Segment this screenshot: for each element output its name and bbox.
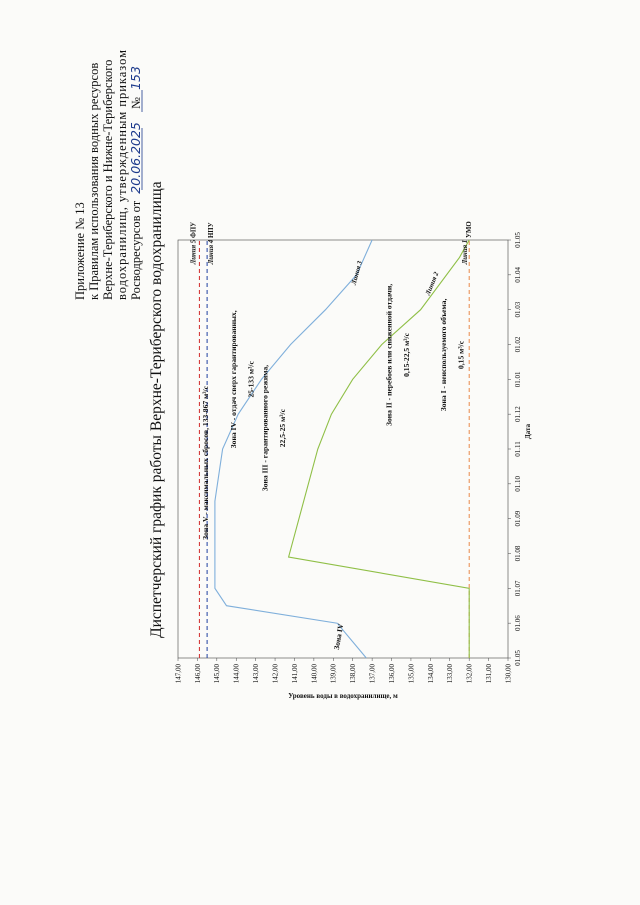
y-axis-label: Уровень воды в водохранилище, м — [288, 692, 398, 700]
umo-label: УМО — [466, 221, 474, 238]
x-tick-label: 01.10 — [514, 475, 522, 492]
line-3-label: Линия 3 — [350, 260, 364, 286]
zone-4-early-label: Зона IV — [331, 622, 346, 651]
y-tick-label: 131,00 — [484, 664, 493, 684]
x-tick-label: 01.01 — [514, 371, 522, 388]
chart-title: Диспетчерский график работы Верхне-Териберского водохранилища — [148, 181, 165, 638]
y-axis-ticks — [174, 658, 512, 683]
x-tick-label: 01.09 — [514, 510, 522, 527]
y-tick-label: 146,00 — [193, 664, 202, 684]
chart — [174, 221, 532, 700]
y-tick-label: 134,00 — [426, 664, 435, 684]
order-line — [128, 66, 143, 300]
order-prefix: Росводресурсов от — [129, 200, 143, 300]
x-tick-label: 01.03 — [514, 301, 522, 318]
line-1-label: Линия 1 — [462, 239, 470, 265]
appendix-header — [73, 50, 143, 300]
y-tick-label: 139,00 — [329, 664, 338, 684]
y-tick-label: 135,00 — [407, 664, 416, 684]
plot-area — [178, 240, 508, 658]
y-tick-label: 147,00 — [174, 664, 183, 684]
zone-4-label-line-2: 25-133 м³/с — [246, 361, 256, 398]
x-tick-label: 01.05 — [514, 650, 522, 666]
zone-3-label-line-2: 22,5-25 м³/с — [277, 408, 287, 448]
x-axis-ticks — [508, 232, 522, 666]
y-tick-label: 145,00 — [213, 664, 222, 684]
zone-2-label-line-2: 0,15-22,5 м³/с — [402, 332, 411, 377]
y-tick-label: 137,00 — [368, 664, 377, 684]
x-tick-label: 01.12 — [514, 406, 522, 423]
line-4-label: Линия 4 — [208, 239, 216, 265]
chart-series — [199, 240, 469, 658]
series-line-3 — [215, 240, 372, 658]
zone-1-label-line-2: 0,15 м³/с — [456, 340, 466, 370]
x-tick-label: 01.08 — [514, 545, 522, 562]
y-tick-label: 143,00 — [252, 664, 261, 684]
npu-label: НПУ — [208, 222, 216, 238]
header-line-1: к Правилам использования водных ресурсов — [87, 62, 101, 300]
y-tick-label: 136,00 — [387, 664, 396, 684]
y-tick-label: 141,00 — [290, 664, 299, 684]
x-tick-label: 01.06 — [514, 615, 522, 632]
y-tick-label: 140,00 — [310, 664, 319, 684]
appendix-number: Приложение № 13 — [73, 202, 87, 300]
y-tick-label: 133,00 — [446, 664, 455, 684]
header-line-3: водохранилищ, утвержденным приказом — [115, 50, 129, 300]
zone-2-label-line-1: Зона II - перебоев или сниженной отдачи, — [384, 283, 394, 427]
y-tick-label: 138,00 — [349, 664, 358, 684]
order-number-sign: № — [129, 97, 143, 109]
header-line-2: Верхне-Териберского и Нижне-Териберского — [101, 59, 115, 300]
fpu-label: ФПУ — [190, 221, 198, 238]
x-tick-label: 01.05 — [514, 232, 522, 248]
line-2-label: Линия 2 — [424, 271, 441, 297]
x-tick-label: 01.11 — [514, 441, 522, 457]
line-5-label: Линия 5 — [190, 239, 198, 265]
chart-annotations — [190, 221, 532, 700]
zone-3-label-line-1: Зона III - гарантированного режима, — [260, 364, 270, 492]
zone-1-label-line-1: Зона I - неиспользуемого объема, — [438, 298, 448, 412]
zone-4-label-line-1: Зона IV - отдач сверх гарантированных, — [229, 310, 239, 449]
order-date: 20.06.2025 — [128, 122, 143, 194]
x-tick-label: 01.04 — [514, 266, 522, 283]
x-tick-label: 01.07 — [514, 580, 522, 597]
x-tick-label: 01.02 — [514, 336, 522, 353]
y-tick-label: 130,00 — [504, 664, 513, 684]
y-tick-label: 132,00 — [465, 664, 474, 684]
y-tick-label: 142,00 — [271, 664, 280, 684]
y-tick-label: 144,00 — [232, 664, 241, 684]
x-axis-label: Дата — [524, 423, 532, 440]
zone-5-label: Зона V - максимальных сбросов, 133-867 м³/с — [201, 385, 211, 540]
order-number: 153 — [128, 66, 143, 90]
